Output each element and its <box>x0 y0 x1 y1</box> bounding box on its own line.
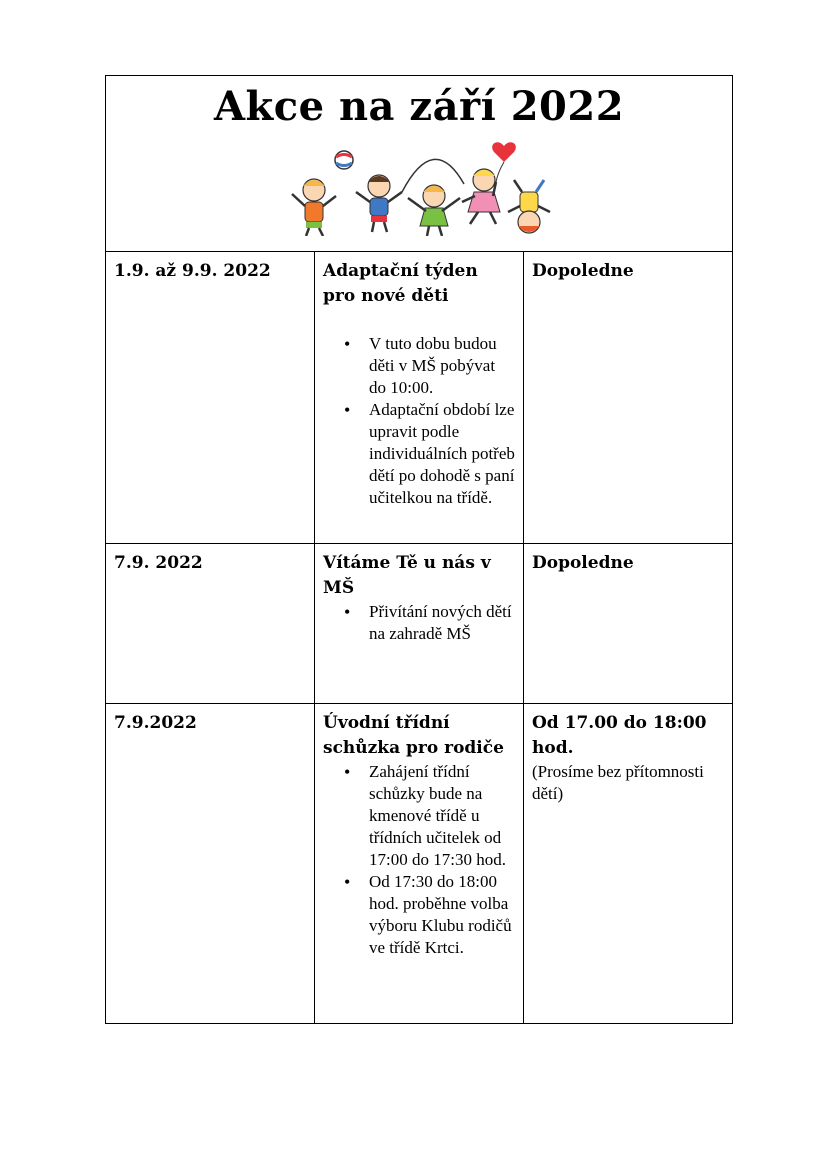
event-bullet: • Adaptační období lze upravit podle individuálních potřeb dětí po dohodě s paní učitelkou na třídě. <box>369 399 515 509</box>
event-time: Dopoledne <box>532 553 634 573</box>
event-description-cell <box>315 252 524 544</box>
event-description-cell <box>315 544 524 704</box>
kid-orange-icon <box>292 179 336 236</box>
header-row <box>106 76 733 252</box>
ball-icon <box>335 151 353 169</box>
event-bullet: • Od 17:30 do 18:00 hod. proběhne volba výboru Klubu rodičů ve třídě Krtci. <box>369 871 515 959</box>
event-time-note: (Prosíme bez přítomnosti dětí) <box>532 762 704 803</box>
event-row <box>106 544 733 704</box>
event-bullet: • Přivítání nových dětí na zahradě MŠ <box>369 601 515 645</box>
event-bullet-list <box>323 761 515 959</box>
kid-blue-icon <box>356 175 402 232</box>
kid-pink-icon <box>462 169 500 224</box>
event-time: Od 17.00 do 18:00 hod. <box>532 713 707 758</box>
event-date: 7.9. 2022 <box>114 553 203 573</box>
event-time-cell <box>524 704 733 1024</box>
event-title: Vítáme Tě u nás v MŠ <box>323 553 491 598</box>
event-title: Adaptační týden pro nové děti <box>323 261 478 306</box>
header-cell <box>106 76 733 252</box>
event-description-cell <box>315 704 524 1024</box>
kid-green-icon <box>408 185 460 236</box>
event-bullet-list <box>323 333 515 509</box>
event-title: Úvodní třídní schůzka pro rodiče <box>323 713 504 758</box>
events-table <box>105 75 733 1024</box>
event-row <box>106 704 733 1024</box>
children-playing-illustration <box>284 136 554 236</box>
event-bullet: • Zahájení třídní schůzky bude na kmenové třídě u třídních učitelek od 17:00 do 17:30 hod. <box>369 761 515 871</box>
event-bullet: • V tuto dobu budou děti v MŠ pobývat do 10:00. <box>369 333 515 399</box>
event-date-cell <box>106 544 315 704</box>
event-bullet-list <box>323 601 515 645</box>
event-date-cell <box>106 704 315 1024</box>
event-time-cell <box>524 252 733 544</box>
heart-balloon-icon <box>492 142 516 182</box>
event-row <box>106 252 733 544</box>
event-date-cell <box>106 252 315 544</box>
event-date: 1.9. až 9.9. 2022 <box>114 261 271 281</box>
kid-cartwheel-icon <box>508 180 550 233</box>
event-time-cell <box>524 544 733 704</box>
event-time: Dopoledne <box>532 261 634 281</box>
page-title: Akce na září 2022 <box>213 83 625 130</box>
event-date: 7.9.2022 <box>114 713 197 733</box>
